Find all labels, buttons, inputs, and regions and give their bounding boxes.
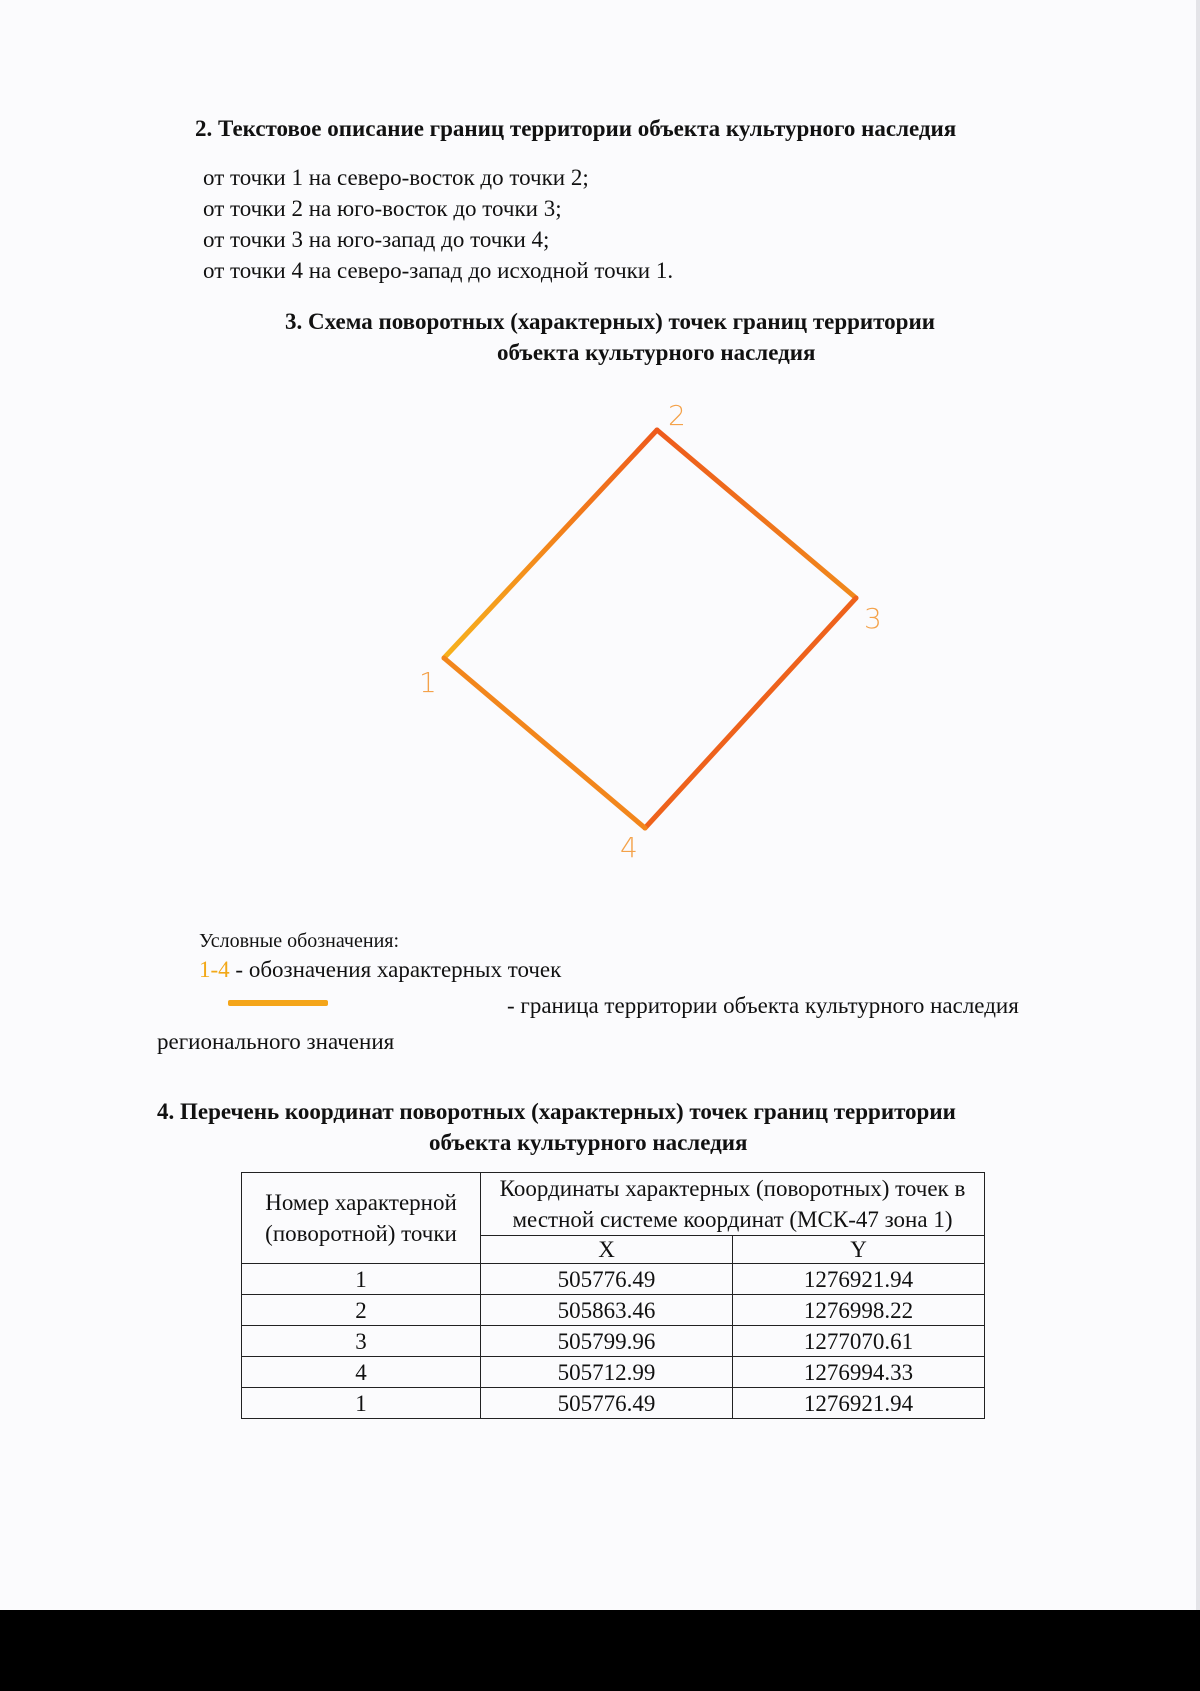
cell-point-number: 1 xyxy=(242,1264,481,1295)
cell-x: 505863.46 xyxy=(481,1295,733,1326)
section4-title-line2: объекта культурного наследия xyxy=(429,1130,748,1155)
section2-title: 2. Текстовое описание границ территории объекта культурного наследия xyxy=(195,116,957,141)
legend-title: Условные обозначения: xyxy=(199,930,400,952)
table-row xyxy=(242,1326,985,1357)
legend-points-text: - обозначения характерных точек xyxy=(229,957,562,982)
header-point-number: Номер характерной (поворотной) точки xyxy=(242,1173,481,1264)
cell-point-number: 2 xyxy=(242,1295,481,1326)
point-label-1: 1 xyxy=(419,666,437,699)
header-x: X xyxy=(481,1236,733,1264)
cell-y: 1277070.61 xyxy=(733,1326,985,1357)
cell-x: 505776.49 xyxy=(481,1264,733,1295)
section3-title-line1: 3. Схема поворотных (характерных) точек границ территории xyxy=(285,309,935,334)
scan-bottom-border xyxy=(0,1610,1200,1691)
cell-x: 505776.49 xyxy=(481,1388,733,1419)
table-row xyxy=(242,1295,985,1326)
point-label-4: 4 xyxy=(620,831,638,864)
cell-x: 505799.96 xyxy=(481,1326,733,1357)
boundary-description xyxy=(203,162,673,286)
point-label-3: 3 xyxy=(864,602,882,635)
header-coordinates: Координаты характерных (поворотных) точек в местной системе координат (МСК-47 зона 1) xyxy=(481,1173,985,1236)
table-row xyxy=(242,1357,985,1388)
description-line: от точки 4 на северо-запад до исходной точки 1. xyxy=(203,258,674,283)
cell-y: 1276994.33 xyxy=(733,1357,985,1388)
section3-title-line2: объекта культурного наследия xyxy=(497,340,816,365)
table-row xyxy=(242,1388,985,1419)
section4-title xyxy=(157,1096,1127,1158)
section4-title-line1: 4. Перечень координат поворотных (характерных) точек границ территории xyxy=(157,1099,956,1124)
cell-point-number: 1 xyxy=(242,1388,481,1419)
description-line: от точки 3 на юго-запад до точки 4; xyxy=(203,227,550,252)
description-line: от точки 2 на юго-восток до точки 3; xyxy=(203,196,562,221)
boundary-segment-1-2 xyxy=(444,430,657,658)
boundary-segment-2-3 xyxy=(657,430,856,598)
cell-y: 1276921.94 xyxy=(733,1264,985,1295)
table-row xyxy=(242,1264,985,1295)
cell-point-number: 3 xyxy=(242,1326,481,1357)
section3-title xyxy=(285,306,1055,368)
point-label-2: 2 xyxy=(668,399,686,432)
boundary-segment-4-1 xyxy=(444,658,645,828)
boundary-scheme xyxy=(0,390,1200,870)
legend-boundary-line xyxy=(228,1000,328,1006)
legend-boundary-text-cont: регионального значения xyxy=(157,1029,395,1054)
coordinates-table xyxy=(241,1172,985,1419)
header-y: Y xyxy=(733,1236,985,1264)
description-line: от точки 1 на северо-восток до точки 2; xyxy=(203,165,589,190)
scheme-svg xyxy=(0,390,1200,870)
cell-point-number: 4 xyxy=(242,1357,481,1388)
cell-x: 505712.99 xyxy=(481,1357,733,1388)
legend-points-row xyxy=(199,957,561,983)
legend-range: 1-4 xyxy=(199,957,230,982)
legend-boundary-text: - граница территории объекта культурного наследия xyxy=(507,993,1019,1018)
cell-y: 1276921.94 xyxy=(733,1388,985,1419)
boundary-segment-3-4 xyxy=(645,598,856,828)
cell-y: 1276998.22 xyxy=(733,1295,985,1326)
